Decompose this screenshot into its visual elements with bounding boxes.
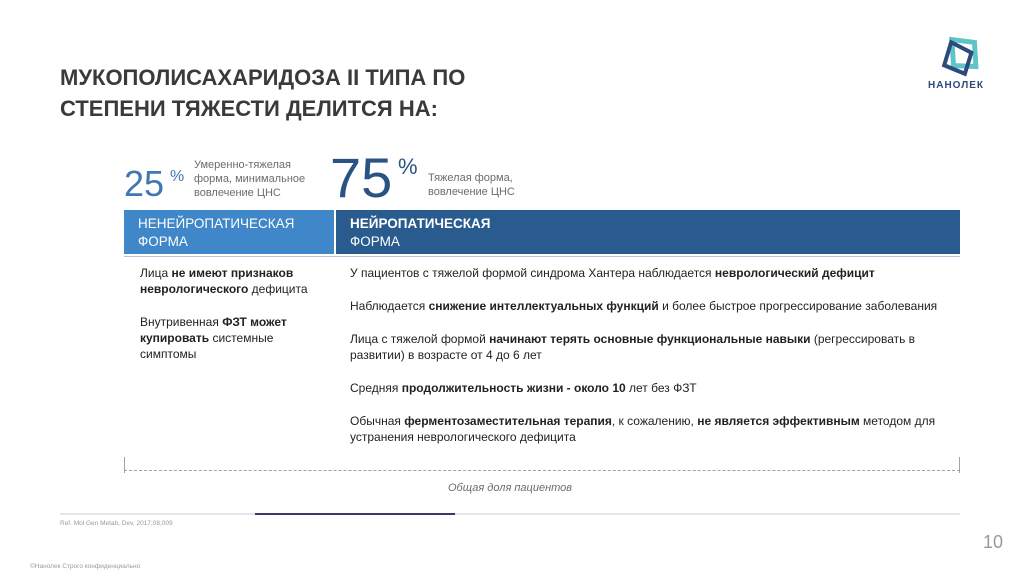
header-left-line2: ФОРМА — [138, 234, 188, 249]
stat-right-value: 75 — [330, 146, 393, 209]
title-line-2: СТЕПЕНИ ТЯЖЕСТИ ДЕЛИТСЯ НА: — [60, 96, 438, 121]
text-segment: , к сожалению, — [611, 414, 698, 428]
bold-text: ферментозаместительная терапия — [404, 414, 612, 428]
header-nonneuropathic — [124, 210, 334, 254]
bold-text: продолжительность жизни - — [401, 381, 574, 395]
left-column-text — [140, 265, 330, 379]
paragraph — [350, 413, 950, 445]
bold-text: ФЗТ может купировать — [140, 315, 287, 345]
paragraph — [350, 380, 950, 396]
bold-text: не является эффективным — [697, 414, 860, 428]
stat-right-description — [428, 171, 558, 199]
bold-text: начинают терять основные функциональные навыки — [489, 332, 811, 346]
text-segment: У пациентов с тяжелой формой синдрома Хантера наблюдается — [350, 266, 715, 280]
text-segment: Обычная — [350, 414, 405, 428]
header-divider — [124, 256, 960, 257]
text-segment: Средняя — [350, 381, 402, 395]
header-right-line2: ФОРМА — [350, 234, 400, 249]
bold-text: неврологический дефицит — [714, 266, 875, 280]
title-line-1: МУКОПОЛИСАХАРИДОЗА II ТИПА ПО — [60, 65, 466, 90]
paragraph — [140, 265, 330, 297]
reference: Ref. Mol Gen Metab, Dev, 2017;08;009 — [60, 520, 173, 527]
paragraph — [350, 265, 950, 281]
header-left-line1: НЕНЕЙРОПАТИЧЕСКАЯ — [138, 216, 295, 231]
right-column-text — [350, 265, 950, 462]
stat-right-unit: % — [398, 154, 418, 179]
stat-left-value: 25 — [124, 163, 165, 204]
page-title — [60, 62, 465, 124]
confidential-note: ©Нанолек Строго конфиденциально — [30, 563, 141, 570]
bold-text: около 10 — [574, 381, 626, 395]
text-segment: лет без ФЗТ — [625, 381, 697, 395]
paragraph — [350, 331, 950, 363]
footer-color-bar — [60, 513, 960, 515]
paragraph — [350, 298, 950, 314]
patient-share-scale — [124, 457, 960, 469]
stat-left-desc-line: форма, минимальное — [194, 173, 306, 185]
bold-text: снижение интеллектуальных функций — [428, 299, 659, 313]
text-segment: и более быстрое прогрессирование заболевания — [658, 299, 938, 313]
stat-right-desc-line: Тяжелая форма, — [428, 172, 513, 184]
header-neuropathic — [336, 210, 960, 254]
text-segment: Наблюдается — [350, 299, 429, 313]
text-segment: Внутривенная — [140, 315, 223, 329]
text-segment: Лица с тяжелой формой — [350, 332, 490, 346]
stat-right-desc-line: вовлечение ЦНС — [428, 186, 515, 198]
text-segment: дефицита — [248, 282, 308, 296]
text-segment: методом для устранения неврологического дефицита — [350, 414, 936, 444]
stat-left-desc-line: Умеренно-тяжелая — [194, 159, 291, 171]
stat-left-description — [194, 158, 324, 200]
logo-text: НАНОЛЕК — [928, 80, 984, 91]
text-segment: Лица — [140, 266, 172, 280]
stat-left-unit: % — [170, 168, 185, 185]
bold-text: не имеют признаков неврологического — [140, 266, 294, 296]
text-segment: системные симптомы — [140, 331, 274, 361]
page-number: 10 — [983, 532, 1004, 552]
header-right-line1: НЕЙРОПАТИЧЕСКАЯ — [350, 216, 491, 231]
text-segment: (регрессировать в развитии) в возрасте от 4 до 6 лет — [350, 332, 916, 362]
stat-left-desc-line: вовлечение ЦНС — [194, 187, 281, 199]
paragraph — [140, 314, 330, 362]
scale-label: Общая доля пациентов — [448, 482, 573, 494]
